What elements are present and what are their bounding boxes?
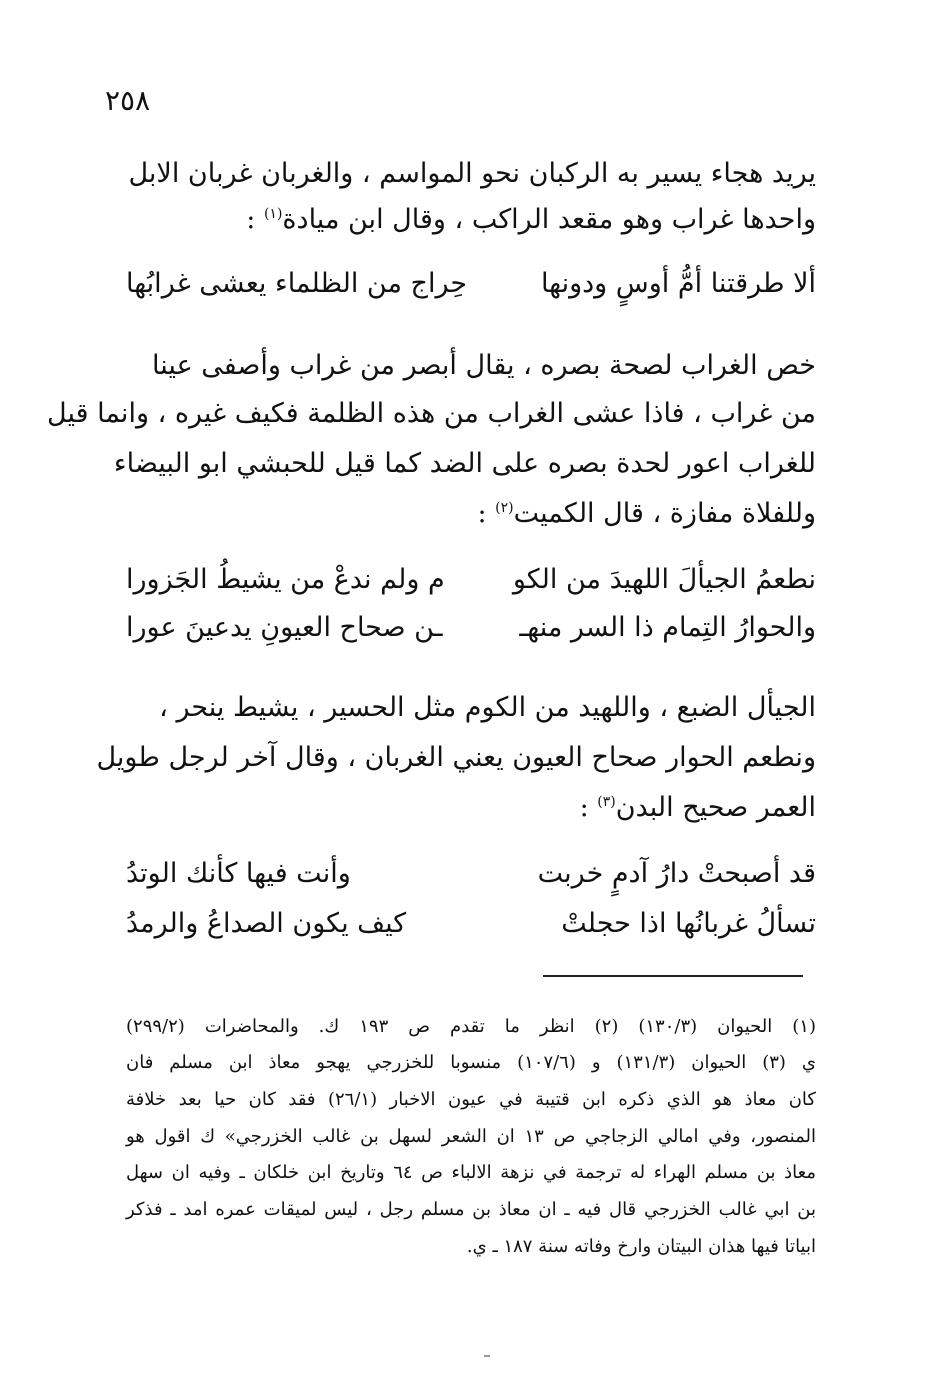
verse-second-hemistich: م ولم ندعْ من يشيطُ الجَزورا [126,564,445,595]
footnote-line: المنصور، وفي امالي الزجاجي ص ١٣ ان الشعر لسهل بن غالب الخزرجي» ك اقول هو [126,1126,816,1147]
paragraph-line: للغراب اعور لحدة بصره على الضد كما قيل للحبشي ابو البيضاء [113,448,816,479]
footnote-line: بن ابي غالب الخزرجي قال فيه ـ ان معاذ بن مسلم رجل ، ليس لميقات عمره امد ـ فذكر [126,1199,816,1220]
footnote-line: كان معاذ هو الذي ذكره ابن قتيبة في عيون الاخبار (٢٦/١) فقد كان حيا بعد خلافة [126,1089,816,1110]
verse-second-hemistich: ـن صحاح العيونِ يدعينَ عورا [126,612,443,643]
footnote-ref: (٢) [495,500,514,516]
verse-first-hemistich: تسألُ غربانُها اذا حجلتْ [561,908,816,939]
verse-second-hemistich: حِراج من الظلماء يعشى غرابُها [126,268,468,299]
paragraph-line: وللفلاة مفازة ، قال الكميت$^{(٢)}$ : [477,498,816,529]
verse-first-hemistich: نطعمُ الجيألَ اللهيدَ من الكو [512,564,816,595]
footnote-separator [543,975,803,977]
paragraph-line: العمر صحيح البدن$^{(٣)}$ : [579,792,816,823]
footnote-line: ابياتا فيها هذان البيتان وارخ وفاته سنة ١٨٧ ـ ي. [466,1236,816,1257]
footnote-ref: (٣) [597,794,616,810]
page-number: ٢٥٨ [105,84,151,117]
paragraph-line: خص الغراب لصحة بصره ، يقال أبصر من غراب وأصفى عينا [152,350,816,381]
verse-second-hemistich: كيف يكون الصداعُ والرمدُ [126,908,407,939]
paragraph-line: الجيأل الضبع ، واللهيد من الكوم مثل الحسير ، يشيط ينحر ، [159,692,816,723]
verse-second-hemistich: وأنت فيها كأنك الوتدُ [126,858,351,889]
footnote-line: (١) الحيوان (١٣٠/٣) (٢) انظر ما تقدم ص ١٩٣ ك. والمحاضرات (٢٩٩/٢) [126,1016,816,1037]
page-mark [484,1355,490,1357]
paragraph-line: يريد هجاء يسير به الركبان نحو المواسم ، والغربان غربان الابل [128,158,816,189]
paragraph-line: واحدها غراب وهو مقعد الراكب ، وقال ابن ميادة$^{(١)}$ : [246,204,816,235]
verse-first-hemistich: قد أصبحتْ دارُ آدمٍ خربت [537,858,816,889]
verse-first-hemistich: ألا طرقتنا أمُّ أوسٍ ودونها [540,268,816,299]
footnote-line: معاذ بن مسلم الهراء له ترجمة في نزهة الالباء ص ٦٤ وتاريخ ابن خلكان ـ وفيه ان سهل [126,1162,816,1183]
verse-first-hemistich: والحوارُ التِمام ذا السر منهـ [519,612,816,643]
footnote-ref: (١) [263,206,283,222]
paragraph-line: ونطعم الحوار صحاح العيون يعني الغربان ، وقال آخر لرجل طويل [96,742,816,773]
paragraph-line: من غراب ، فاذا عشى الغراب من هذه الظلمة فكيف غيره ، وانما قيل [47,398,816,429]
footnote-line: ي (٣) الحيوان (١٣١/٣) و (١٠٧/٦) منسوبا للخزرجي يهجو معاذ ابن مسلم فان [126,1052,816,1073]
